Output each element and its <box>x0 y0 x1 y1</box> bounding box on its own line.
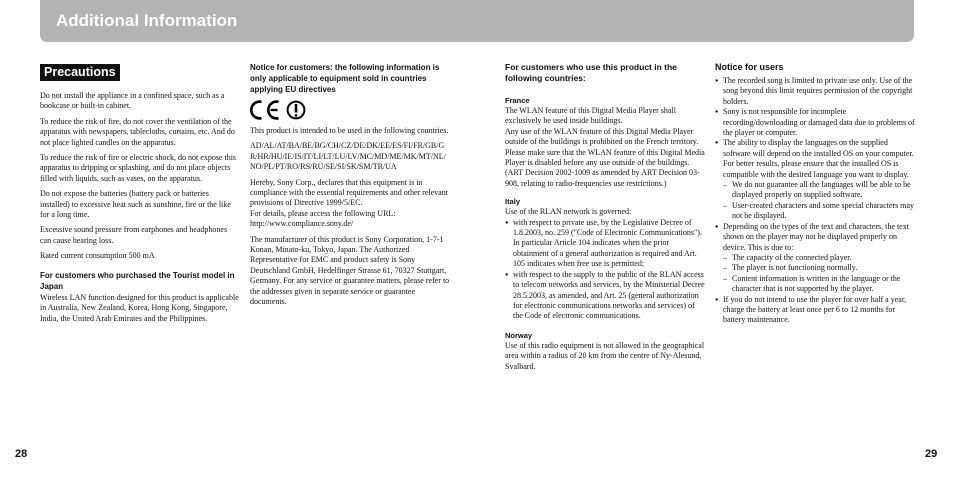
paragraph: To reduce the risk of fire, do not cover the ventilation of the apparatus with newspapers, tablecloths, curtains, etc. And do not place lighted candles on the apparatus. <box>40 116 235 147</box>
list-item <box>715 222 915 295</box>
url-intro: For details, please access the following URL: <box>250 208 396 218</box>
list-item-text: Depending on the types of the text and characters, the text shown on the player may not be displayed properly on device. This is due to: <box>723 221 909 252</box>
list-item-text: The ability to display the languages on the supplied software will depend on the installed OS on your computer. For better results, please ensure that the installed OS is compatible with the desired language you want to display. <box>723 138 914 179</box>
france-text-2: Any use of the WLAN feature of this Digital Media Player outside of the buildings is prohibited on the French territory. Please make sure that the WLAN feature of this Digital Media Player is disabled before any use outside of the buildings. (ART Decision 2002-1009 as amended by ART Decision 03-908, relating to radio-frequencies use restrictions.) <box>505 126 705 188</box>
precautions-heading: Precautions <box>40 64 120 81</box>
list-item: ● with respect to the supply to the public of the RLAN access to telecom networks and services, by the Ministerial Decree 28.5.2003, as amended, and Art. 25 (general authorization for electronic communications networks and services) of the Code of electronic communications. <box>505 270 705 322</box>
ce-mark-icon <box>250 99 310 121</box>
column-precautions <box>40 62 240 329</box>
paragraph: The manufacturer of this product is Sony Corporation, 1-7-1 Konan, Minato-ku, Tokyo, Japan. The Authorized Representative for EMC and product safety is Sony Deutschland GmbH, Hedelfinger Strasse 61, 70327 Stuttgart, Germany. For any service or guarantee matters, please refer to the addresses given in separate service or guarantee documents. <box>250 234 450 307</box>
norway-heading: Norway <box>505 330 533 340</box>
paragraph: Do not install the appliance in a confined space, such as a bookcase or built-in cabinet. <box>40 91 225 111</box>
list-item: ● Sony is not responsible for incomplete recording/downloading or damaged data due to problems of the player or computer. <box>715 107 915 138</box>
column-notice-for-users <box>715 62 915 326</box>
column-eu-notice <box>250 62 450 313</box>
norway-text: Use of this radio equipment is not allowed in the geographical area within a radius of 20 km from the centre of Ny-Alesund, Svalbard. <box>505 340 705 371</box>
france-heading: France <box>505 96 530 105</box>
list-item <box>715 138 915 221</box>
list-item: ● If you do not intend to use the player for over half a year, charge the battery at least once per 6 to 12 months for battery maintenance. <box>715 295 915 326</box>
header-bar <box>40 0 914 42</box>
france-text-1: The WLAN feature of this Digital Media Player shall exclusively be used inside buildings. <box>505 106 676 126</box>
italy-intro: Use of the RLAN network is governed: <box>505 207 632 217</box>
notice-for-users-heading: Notice for users <box>715 62 784 72</box>
column-countries <box>505 62 705 372</box>
paragraph: This product is intended to be used in the following countries. <box>250 126 449 135</box>
sub-list-item: – Content information is written in the language or the character that is not supported by the player. <box>723 274 915 295</box>
page-title: Additional Information <box>56 11 238 30</box>
italy-list <box>505 218 705 322</box>
paragraph: Excessive sound pressure from earphones and headphones can cause hearing loss. <box>40 225 228 245</box>
paragraph: To reduce the risk of fire or electric shock, do not expose this apparatus to dripping or splashing, and do not place objects filled with liquids, such as vases, on the apparatus. <box>40 153 237 183</box>
list-item: ● The recorded song is limited to private use only. Use of the song beyond this limit requires permission of the copyright holders. <box>715 76 915 107</box>
users-list <box>715 76 915 326</box>
sub-list <box>723 180 915 222</box>
compliance-url: http://www.compliance.sony.de/ <box>250 219 354 229</box>
sub-list-item: – User-created characters and some special characters may not be displayed. <box>723 201 915 222</box>
tourist-model-heading: For customers who purchased the Tourist model in Japan <box>40 270 235 291</box>
sub-list-item: – We do not guarantee all the languages will be able to be displayed properly on supplied software. <box>723 180 915 201</box>
sub-list-item: – The capacity of the connected player. <box>723 253 915 263</box>
page-number-right: 29 <box>925 448 938 460</box>
declaration-text: Hereby, Sony Corp., declares that this equipment is in compliance with the essential requirements and other relevant provisions of Directive 1999/5/EC. <box>250 177 448 208</box>
sub-list-item: – The player is not functioning normally. <box>723 263 915 273</box>
paragraph: Rated current consumption 500 mA <box>40 251 155 261</box>
paragraph: Do not expose the batteries (battery pack or batteries installed) to excessive heat such as sunshine, fire or the like for a long time. <box>40 189 231 220</box>
page-number-left: 28 <box>15 448 28 460</box>
sub-list <box>723 253 915 295</box>
list-item: ● with respect to private use, by the Legislative Decree of 1.8.2003, no. 259 ("Code of Electronic Communications"). In particular Article 104 indicates when the prior obtainment of a general authorization is required and Art. 105 indicates when free use is permitted; <box>505 218 705 270</box>
country-codes: AD/AL/AT/BA/BE/BG/CH/CZ/DE/DK/EE/ES/FI/FR/GB/GR/HR/HU/IE/IS/IT/LI/LT/LU/LV/MC/MD/ME/MK/MT/NL/NO/PL/PT/RO/RS/RU/SE/SI/SK/SM/TR/UA <box>250 141 446 172</box>
eu-notice-heading: Notice for customers: the following information is only applicable to equipment sold in countries applying EU directives <box>250 63 440 94</box>
paragraph <box>250 178 450 230</box>
countries-heading: For customers who use this product in the following countries: <box>505 62 677 83</box>
tourist-model-text: Wireless LAN function designed for this product is applicable in Australia, New Zealand, Korea, Hong Kong, Singapore, India, the United Arab Emirates and the Philippines. <box>40 292 239 323</box>
italy-heading: Italy <box>505 197 521 207</box>
